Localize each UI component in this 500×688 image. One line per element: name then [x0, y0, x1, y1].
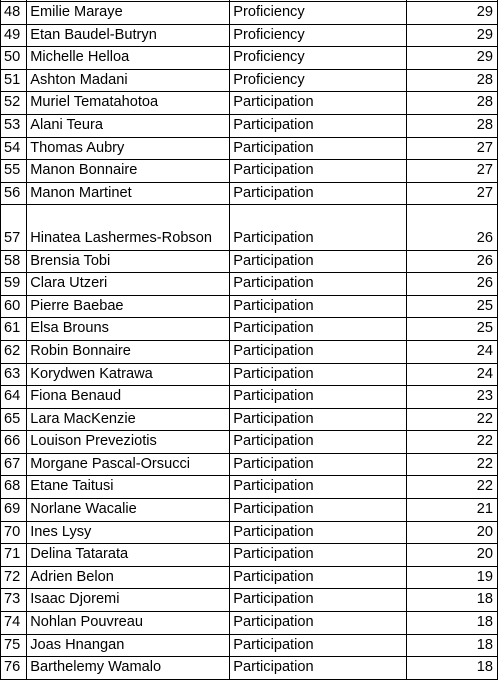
student-name: Manon Bonnaire: [27, 160, 230, 183]
table-row: [1, 521, 498, 544]
score-value: 27: [407, 182, 498, 205]
student-name: Ashton Madani: [27, 69, 230, 92]
score-value: 28: [407, 114, 498, 137]
score-value: 26: [407, 250, 498, 273]
score-value: 20: [407, 521, 498, 544]
row-number: 64: [1, 386, 27, 409]
student-name: Barthelemy Wamalo: [27, 657, 230, 680]
student-name: Brensia Tobi: [27, 250, 230, 273]
row-number: 48: [1, 2, 27, 25]
table-row: [1, 182, 498, 205]
score-value: 28: [407, 69, 498, 92]
table-row: [1, 47, 498, 70]
student-name: Ines Lysy: [27, 521, 230, 544]
level-label: Participation: [230, 137, 407, 160]
student-name: Fiona Benaud: [27, 386, 230, 409]
level-label: Participation: [230, 295, 407, 318]
table-row: [1, 634, 498, 657]
level-label: Participation: [230, 386, 407, 409]
row-number: 70: [1, 521, 27, 544]
table-row: [1, 544, 498, 567]
student-name: Nohlan Pouvreau: [27, 612, 230, 635]
level-label: Participation: [230, 499, 407, 522]
score-value: 22: [407, 476, 498, 499]
table-row: [1, 250, 498, 273]
row-number: 75: [1, 634, 27, 657]
score-value: 28: [407, 92, 498, 115]
table-row: [1, 476, 498, 499]
table-row: [1, 69, 498, 92]
table-row: [1, 431, 498, 454]
table-row: [1, 295, 498, 318]
student-name: Joas Hnangan: [27, 634, 230, 657]
row-number: 61: [1, 318, 27, 341]
row-number: 50: [1, 47, 27, 70]
level-label: Proficiency: [230, 69, 407, 92]
row-number: 52: [1, 92, 27, 115]
level-label: Proficiency: [230, 47, 407, 70]
table-row: [1, 160, 498, 183]
row-number: 73: [1, 589, 27, 612]
level-label: Participation: [230, 318, 407, 341]
student-name: Manon Martinet: [27, 182, 230, 205]
student-name: Isaac Djoremi: [27, 589, 230, 612]
student-name: Emilie Maraye: [27, 2, 230, 25]
score-value: 29: [407, 2, 498, 25]
student-name: Hinatea Lashermes-Robson: [27, 205, 230, 250]
level-label: Participation: [230, 182, 407, 205]
table-row: [1, 273, 498, 296]
student-name: Adrien Belon: [27, 566, 230, 589]
level-label: Participation: [230, 657, 407, 680]
row-number: 59: [1, 273, 27, 296]
results-table-body: [1, 0, 498, 679]
score-value: 23: [407, 386, 498, 409]
score-value: 26: [407, 205, 498, 250]
row-number: 56: [1, 182, 27, 205]
row-number: 53: [1, 114, 27, 137]
row-number: 60: [1, 295, 27, 318]
student-name: Thomas Aubry: [27, 137, 230, 160]
table-row: [1, 205, 498, 250]
table-row: [1, 386, 498, 409]
row-number: 76: [1, 657, 27, 680]
table-row: [1, 340, 498, 363]
row-number: 58: [1, 250, 27, 273]
student-name: Robin Bonnaire: [27, 340, 230, 363]
level-label: Participation: [230, 250, 407, 273]
level-label: Participation: [230, 363, 407, 386]
score-value: 18: [407, 634, 498, 657]
level-label: Participation: [230, 340, 407, 363]
score-value: 25: [407, 318, 498, 341]
level-label: Participation: [230, 612, 407, 635]
level-label: Participation: [230, 160, 407, 183]
student-name: Elsa Brouns: [27, 318, 230, 341]
table-row: [1, 453, 498, 476]
table-row: [1, 318, 498, 341]
student-name: Norlane Wacalie: [27, 499, 230, 522]
score-value: 19: [407, 566, 498, 589]
score-value: 22: [407, 431, 498, 454]
level-label: Participation: [230, 476, 407, 499]
student-name: Pierre Baebae: [27, 295, 230, 318]
score-value: 20: [407, 544, 498, 567]
row-number: 65: [1, 408, 27, 431]
score-value: 24: [407, 340, 498, 363]
row-number: 55: [1, 160, 27, 183]
score-value: 29: [407, 47, 498, 70]
row-number: 67: [1, 453, 27, 476]
row-number: 68: [1, 476, 27, 499]
level-label: Participation: [230, 408, 407, 431]
table-row: [1, 2, 498, 25]
score-value: 21: [407, 499, 498, 522]
level-label: Participation: [230, 544, 407, 567]
score-value: 24: [407, 363, 498, 386]
student-name: Lara MacKenzie: [27, 408, 230, 431]
student-name: Alani Teura: [27, 114, 230, 137]
student-name: Clara Utzeri: [27, 273, 230, 296]
row-number: 54: [1, 137, 27, 160]
table-row: [1, 92, 498, 115]
table-row: [1, 114, 498, 137]
level-label: Participation: [230, 589, 407, 612]
student-name: Etane Taitusi: [27, 476, 230, 499]
table-row: [1, 137, 498, 160]
table-row: [1, 24, 498, 47]
level-label: Participation: [230, 634, 407, 657]
score-value: 18: [407, 657, 498, 680]
level-label: Proficiency: [230, 2, 407, 25]
row-number: 62: [1, 340, 27, 363]
row-number: 71: [1, 544, 27, 567]
level-label: Participation: [230, 431, 407, 454]
table-row: [1, 657, 498, 680]
level-label: Participation: [230, 273, 407, 296]
row-number: 74: [1, 612, 27, 635]
score-value: 27: [407, 137, 498, 160]
level-label: Proficiency: [230, 24, 407, 47]
score-value: 18: [407, 612, 498, 635]
table-row: [1, 612, 498, 635]
table-row: [1, 499, 498, 522]
score-value: 25: [407, 295, 498, 318]
level-label: Participation: [230, 566, 407, 589]
level-label: Participation: [230, 92, 407, 115]
student-name: Etan Baudel-Butryn: [27, 24, 230, 47]
student-name: Korydwen Katrawa: [27, 363, 230, 386]
score-value: 22: [407, 453, 498, 476]
table-row: [1, 589, 498, 612]
score-value: 26: [407, 273, 498, 296]
student-name: Morgane Pascal-Orsucci: [27, 453, 230, 476]
level-label: Participation: [230, 521, 407, 544]
student-name: Michelle Helloa: [27, 47, 230, 70]
score-value: 29: [407, 24, 498, 47]
level-label: Participation: [230, 205, 407, 250]
row-number: 57: [1, 205, 27, 250]
student-name: Muriel Tematahotoa: [27, 92, 230, 115]
table-row: [1, 363, 498, 386]
row-number: 63: [1, 363, 27, 386]
score-value: 27: [407, 160, 498, 183]
student-name: Delina Tatarata: [27, 544, 230, 567]
student-name: Louison Preveziotis: [27, 431, 230, 454]
level-label: Participation: [230, 114, 407, 137]
row-number: 69: [1, 499, 27, 522]
row-number: 66: [1, 431, 27, 454]
row-number: 49: [1, 24, 27, 47]
table-row: [1, 408, 498, 431]
row-number: 72: [1, 566, 27, 589]
score-value: 22: [407, 408, 498, 431]
table-row: [1, 566, 498, 589]
level-label: Participation: [230, 453, 407, 476]
score-value: 18: [407, 589, 498, 612]
row-number: 51: [1, 69, 27, 92]
